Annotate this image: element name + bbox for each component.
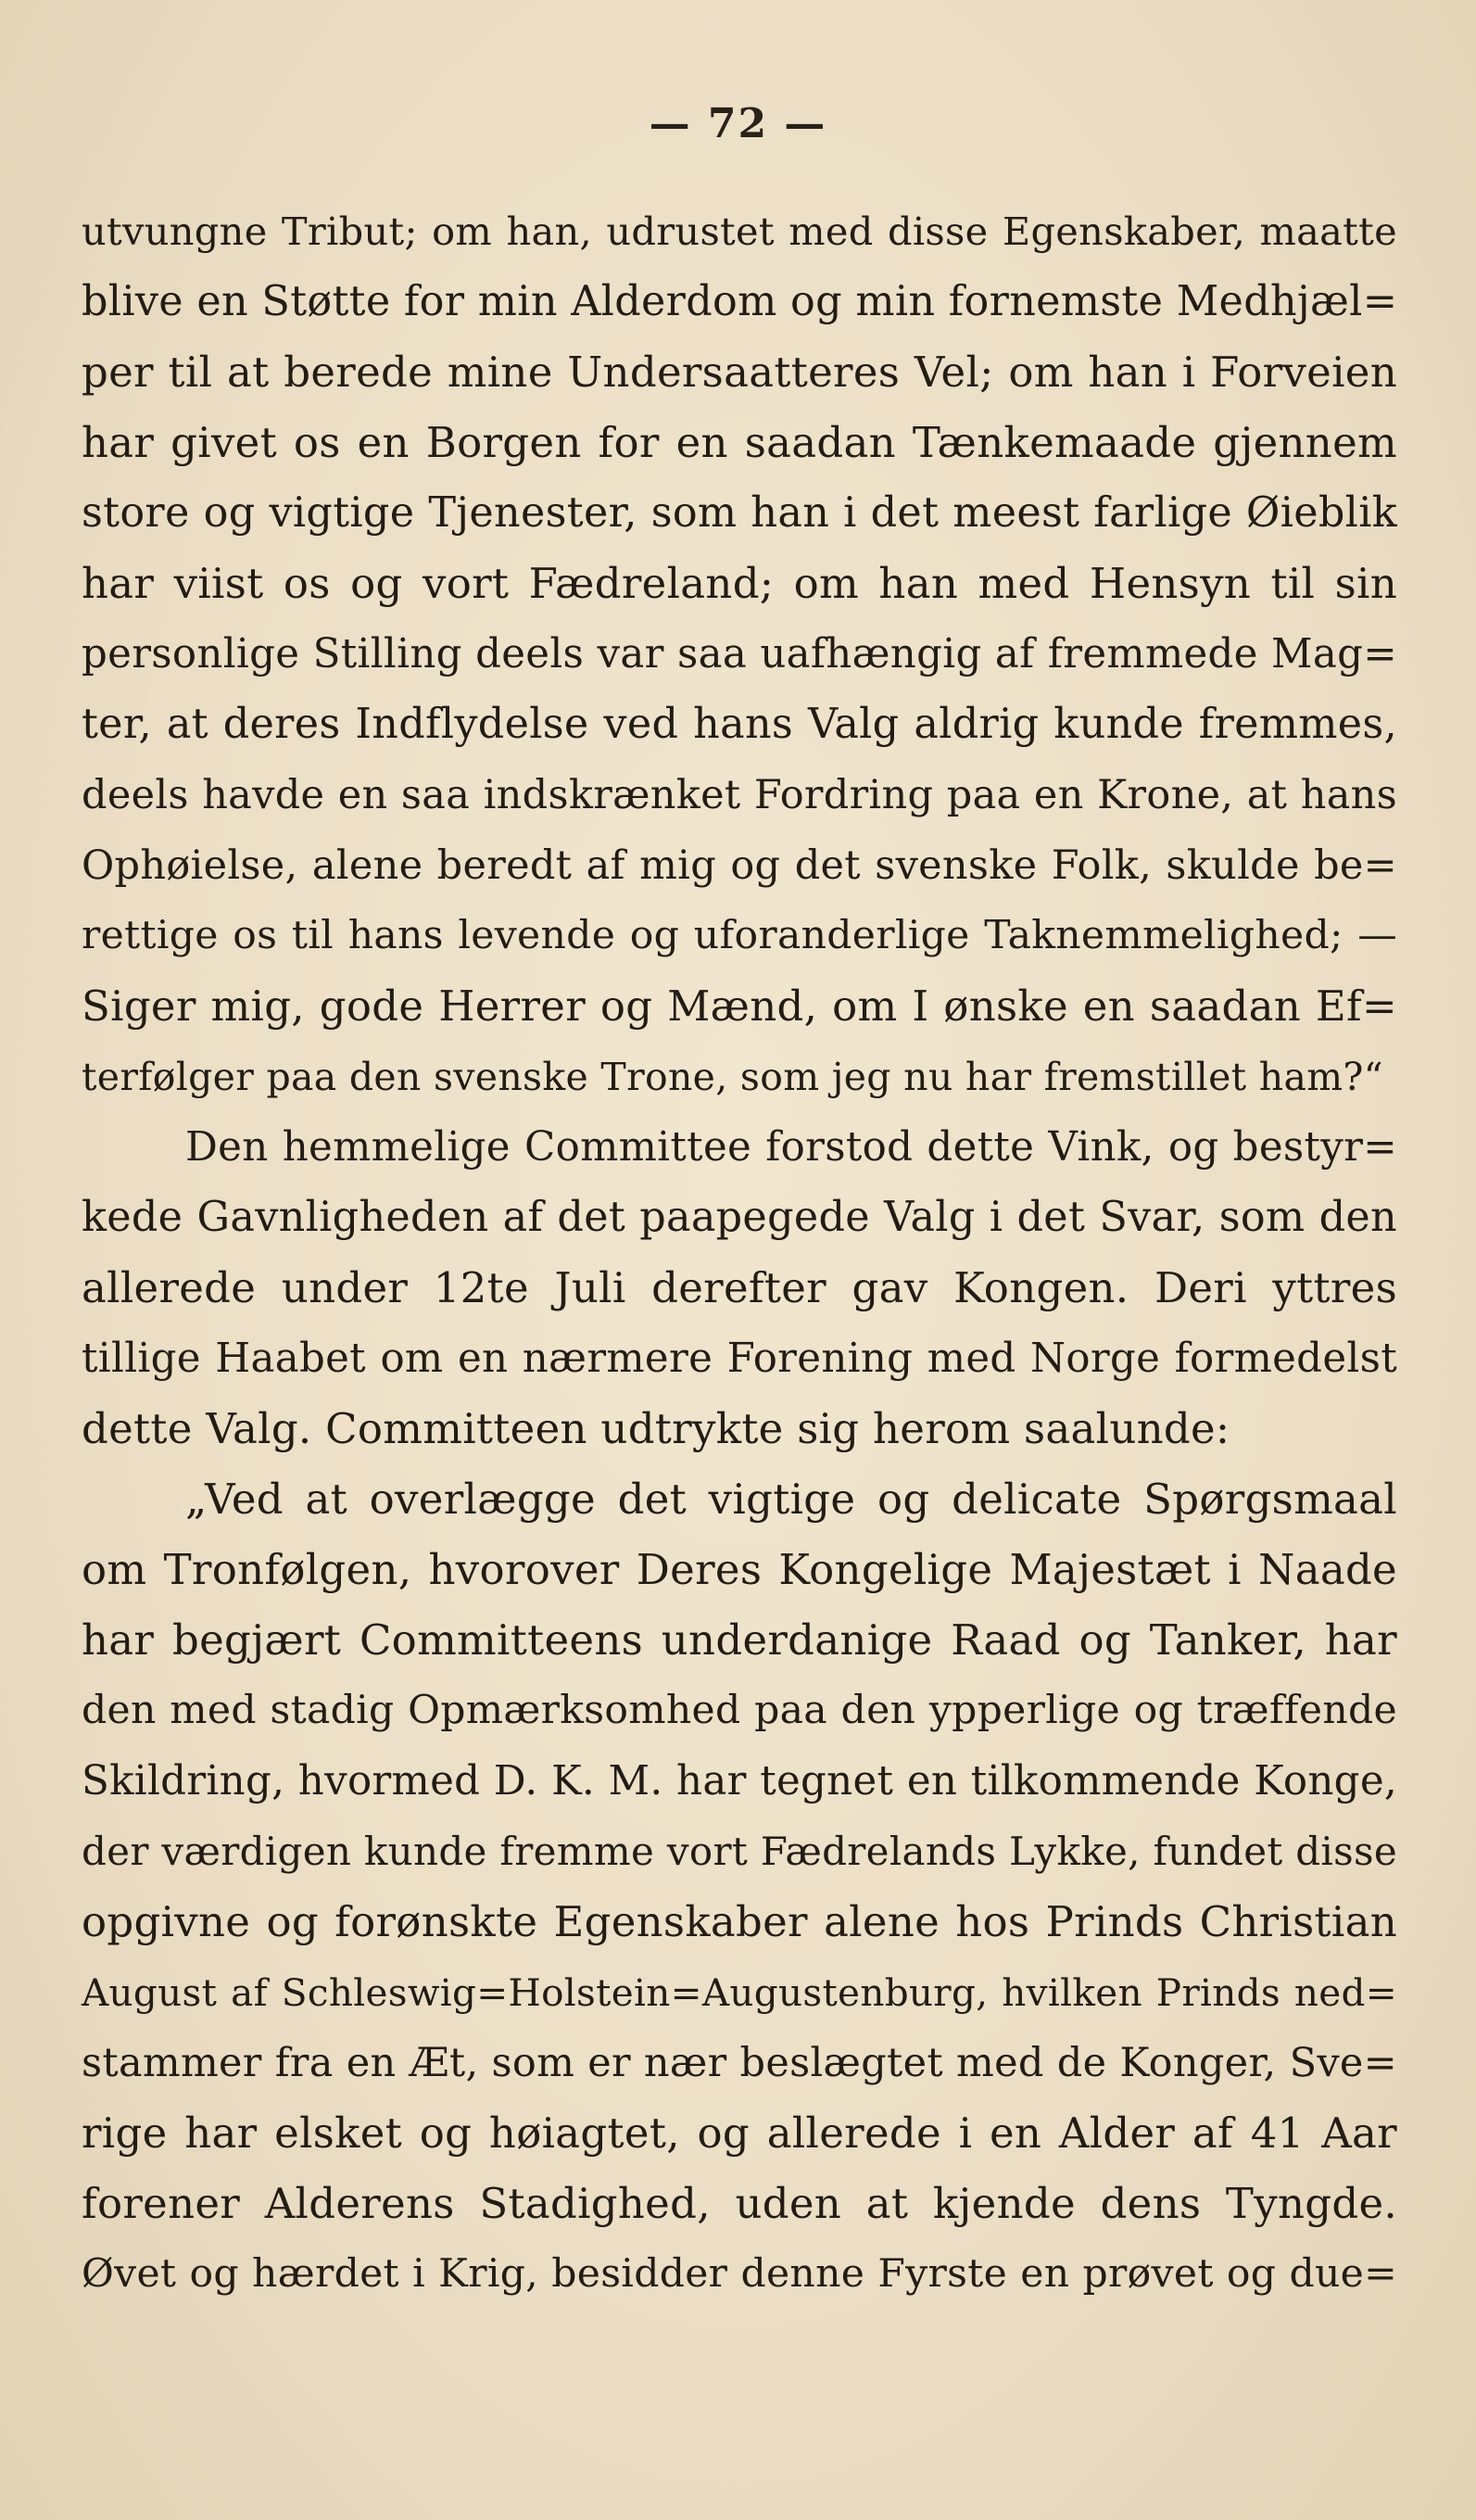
body-text [82, 196, 1397, 2310]
text-line: der værdigen kunde fremme vort Fædrelands Lykke, fundet disse [82, 1829, 1397, 1874]
text-line: stammer fra en Æt, som er nær beslægtet med de Konger, Sve= [82, 2040, 1397, 2086]
text-line: utvungne Tribut; om han, udrustet med disse Egenskaber, maatte [82, 209, 1397, 254]
text-line: tillige Haabet om en nærmere Forening med Norge formedelst [82, 1336, 1397, 1382]
page-number: — 72 — [649, 100, 827, 147]
text-line: deels havde en saa indskrænket Fordring paa en Krone, at hans [82, 772, 1397, 818]
text-line: Ophøielse, alene beredt af mig og det svenske Folk, skulde be= [82, 842, 1397, 889]
text-line: store og vigtige Tjenester, som han i det meest farlige Øieblik [82, 489, 1397, 537]
text-line: August af Schleswig=Holstein=Augustenburg, hvilken Prinds ned= [82, 1970, 1397, 2015]
text-line: terfølger paa den svenske Trone, som jeg nu har fremstillet ham?“ [82, 1055, 1383, 1099]
text-line: Den hemmelige Committee forstod dette Vink, og bestyr= [185, 1124, 1397, 1171]
text-line: har begjært Committeens underdanige Raad og Tanker, har [82, 1615, 1397, 1665]
text-line: rige har elsket og høiagtet, og allerede i en Alder af 41 Aar [82, 2108, 1397, 2158]
text-line: om Tronfølgen, hvorover Deres Kongelige Majestæt i Naade [82, 1545, 1397, 1594]
text-line: rettige os til hans levende og uforanderlige Taknemmelighed; — [82, 913, 1397, 958]
text-line: „Ved at overlægge det vigtige og delicate Spørgsmaal [185, 1475, 1397, 1524]
text-line: per til at berede mine Undersaatteres Vel; om han i Forveien [82, 348, 1397, 397]
text-line: Siger mig, gode Herrer og Mænd, om I ønske en saadan Ef= [82, 981, 1397, 1031]
text-line: ter, at deres Indflydelse ved hans Valg aldrig kunde fremmes, [82, 701, 1397, 748]
text-line: har givet os en Borgen for en saadan Tænkemaade gjennem [82, 418, 1397, 467]
text-line: personlige Stilling deels var saa uafhængig af fremmede Mag= [82, 631, 1397, 677]
text-line: allerede under 12te Juli derefter gav Kongen. Deri yttres [82, 1263, 1397, 1312]
text-line: Øvet og hærdet i Krig, besidder denne Fyrste en prøvet og due= [82, 2251, 1397, 2297]
text-line: kede Gavnligheden af det paapegede Valg i det Svar, som den [82, 1194, 1397, 1241]
text-line: Skildring, hvormed D. K. M. har tegnet en tilkommende Konge, [82, 1758, 1397, 1805]
text-line: den med stadig Opmærksomhed paa den ypperlige og træffende [82, 1688, 1397, 1733]
text-line: har viist os og vort Fædreland; om han med Hensyn til sin [82, 559, 1397, 608]
text-line: forener Alderens Stadighed, uden at kjende dens Tyngde. [82, 2179, 1397, 2228]
text-line: opgivne og forønskte Egenskaber alene hos Prinds Christian [82, 1897, 1397, 1946]
text-line: blive en Støtte for min Alderdom og min fornemste Medhjæl= [82, 278, 1398, 325]
text-line: dette Valg. Committeen udtrykte sig herom saalunde: [82, 1404, 1230, 1453]
